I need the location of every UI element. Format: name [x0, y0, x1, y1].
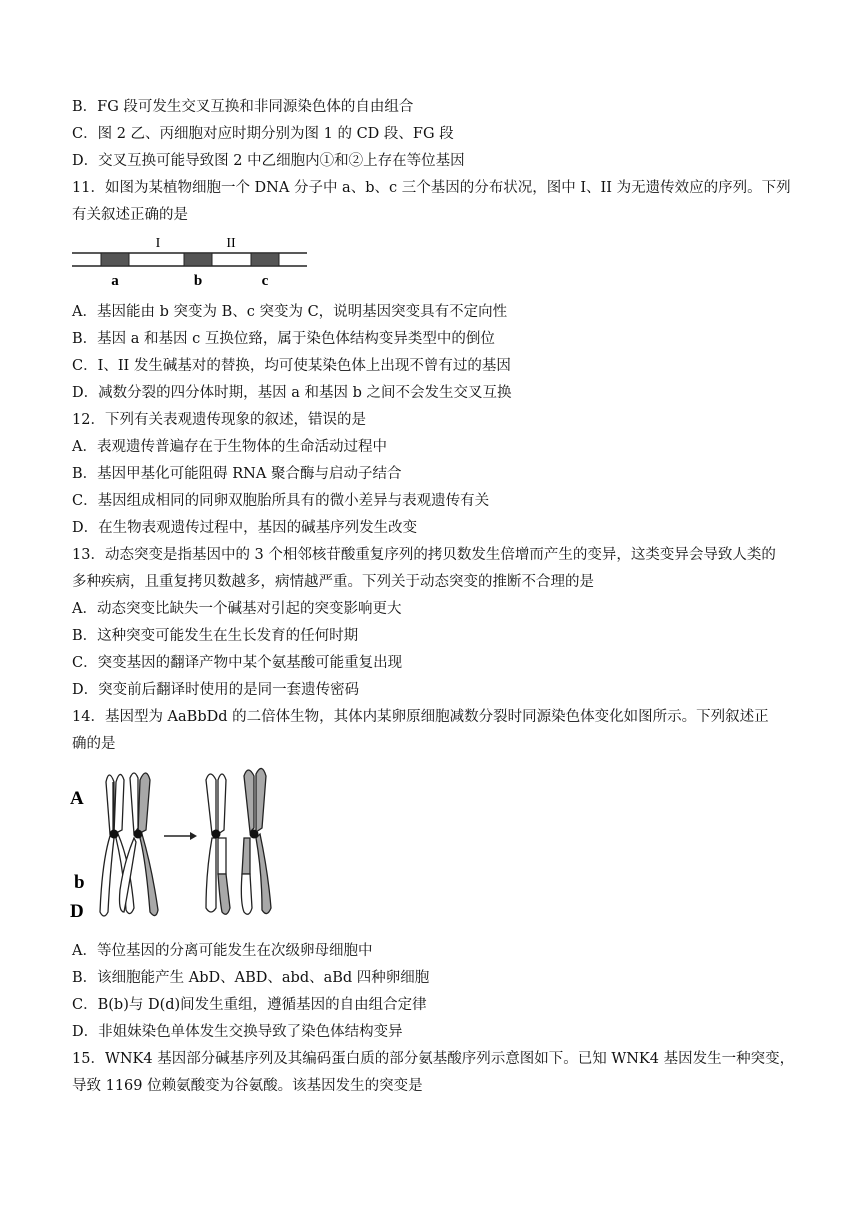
spacer-label-i: I [155, 236, 161, 251]
left-centromere-1 [110, 830, 119, 839]
q12-option-b: B．基因甲基化可能阻碍 RNA 聚合酶与启动子结合 [72, 466, 402, 482]
gene-c-block [251, 253, 279, 266]
q10-option-d: D．交叉互换可能导致图 2 中乙细胞内①和②上存在等位基因 [72, 153, 465, 169]
q13-stem-line-2: 多种疾病，且重复拷贝数越多，病情越严重。下列关于动态突变的推断不合理的是 [72, 574, 594, 590]
q11-option-c: C．I、II 发生碱基对的替换，均可使某染色体上出现不曾有过的基因 [72, 358, 511, 374]
q14-stem-line-2: 确的是 [72, 736, 116, 752]
chromosome-label-d: D [70, 901, 84, 922]
q15-stem-line-2: 导致 1169 位赖氨酸变为谷氨酸。该基因发生的突变是 [72, 1078, 423, 1094]
right-centromere-1 [212, 830, 221, 839]
q12-option-c: C．基因组成相同的同卵双胞胎所具有的微小差异与表观遗传有关 [72, 493, 490, 509]
gene-a-block [101, 253, 129, 266]
q11-option-a: A．基因能由 b 突变为 B、c 突变为 C，说明基因突变具有不定向性 [72, 304, 508, 320]
chromosome-label-b: b [74, 872, 85, 893]
left-white-chromosome [100, 774, 134, 916]
q15-stem-line-1: 15．WNK4 基因部分碱基序列及其编码蛋白质的部分氨基酸序列示意图如下。已知 WNK4 基因发生一种突变， [72, 1051, 795, 1067]
q14-option-c: C．B(b)与 D(d)间发生重组，遵循基因的自由组合定律 [72, 997, 427, 1013]
chromosome-crossover-figure [66, 762, 296, 932]
left-gray-chromosome [120, 773, 159, 916]
q12-stem: 12．下列有关表观遗传现象的叙述，错误的是 [72, 412, 366, 428]
q14-option-d: D．非姐妹染色单体发生交换导致了染色体结构变异 [72, 1024, 403, 1040]
gene-b-block [184, 253, 212, 266]
gene-label-a: a [111, 273, 119, 289]
q14-option-b: B．该细胞能产生 AbD、ABD、abd、aBd 四种卵细胞 [72, 970, 430, 986]
spacer-label-ii: II [226, 236, 236, 251]
q13-stem-line-1: 13．动态突变是指基因中的 3 个相邻核苷酸重复序列的拷贝数发生倍增而产生的变异，这类变异会导致人类的 [72, 547, 776, 563]
q11-stem-line-2: 有关叙述正确的是 [72, 207, 188, 223]
q12-option-d: D．在生物表观遗传过程中，基因的碱基序列发生改变 [72, 520, 418, 536]
chromosome-label-a: A [70, 788, 84, 809]
right-white-chromosome [206, 774, 230, 914]
left-centromere-2 [134, 830, 143, 839]
q11-option-d: D．减数分裂的四分体时期，基因 a 和基因 b 之间不会发生交叉互换 [72, 385, 512, 401]
q13-option-b: B．这种突变可能发生在生长发育的任何时期 [72, 628, 359, 644]
gene-label-b: b [193, 273, 203, 289]
q11-stem-line-1: 11．如图为某植物细胞一个 DNA 分子中 a、b、c 三个基因的分布状况，图中 I、II 为无遗传效应的序列。下列 [72, 180, 791, 196]
q10-option-c: C．图 2 乙、丙细胞对应时期分别为图 1 的 CD 段、FG 段 [72, 126, 454, 142]
q10-option-b: B．FG 段可发生交叉互换和非同源染色体的自由组合 [72, 99, 414, 115]
q11-option-b: B．基因 a 和基因 c 互换位臵，属于染色体结构变异类型中的倒位 [72, 331, 495, 347]
gene-label-c: c [261, 273, 269, 289]
transition-arrow-icon [164, 832, 197, 840]
q12-option-a: A．表观遗传普遍存在于生物体的生命活动过程中 [72, 439, 387, 455]
dna-gene-figure [70, 232, 315, 292]
q13-option-d: D．突变前后翻译时使用的是同一套遗传密码 [72, 682, 360, 698]
q13-option-c: C．突变基因的翻译产物中某个氨基酸可能重复出现 [72, 655, 403, 671]
q14-option-a: A．等位基因的分离可能发生在次级卵母细胞中 [72, 943, 373, 959]
q14-stem-line-1: 14．基因型为 AaBbDd 的二倍体生物，其体内某卵原细胞减数分裂时同源染色体变化如图所示。下列叙述正 [72, 709, 769, 725]
right-centromere-2 [250, 830, 259, 839]
q13-option-a: A．动态突变比缺失一个碱基对引起的突变影响更大 [72, 601, 402, 617]
right-gray-chromosome [241, 768, 271, 914]
